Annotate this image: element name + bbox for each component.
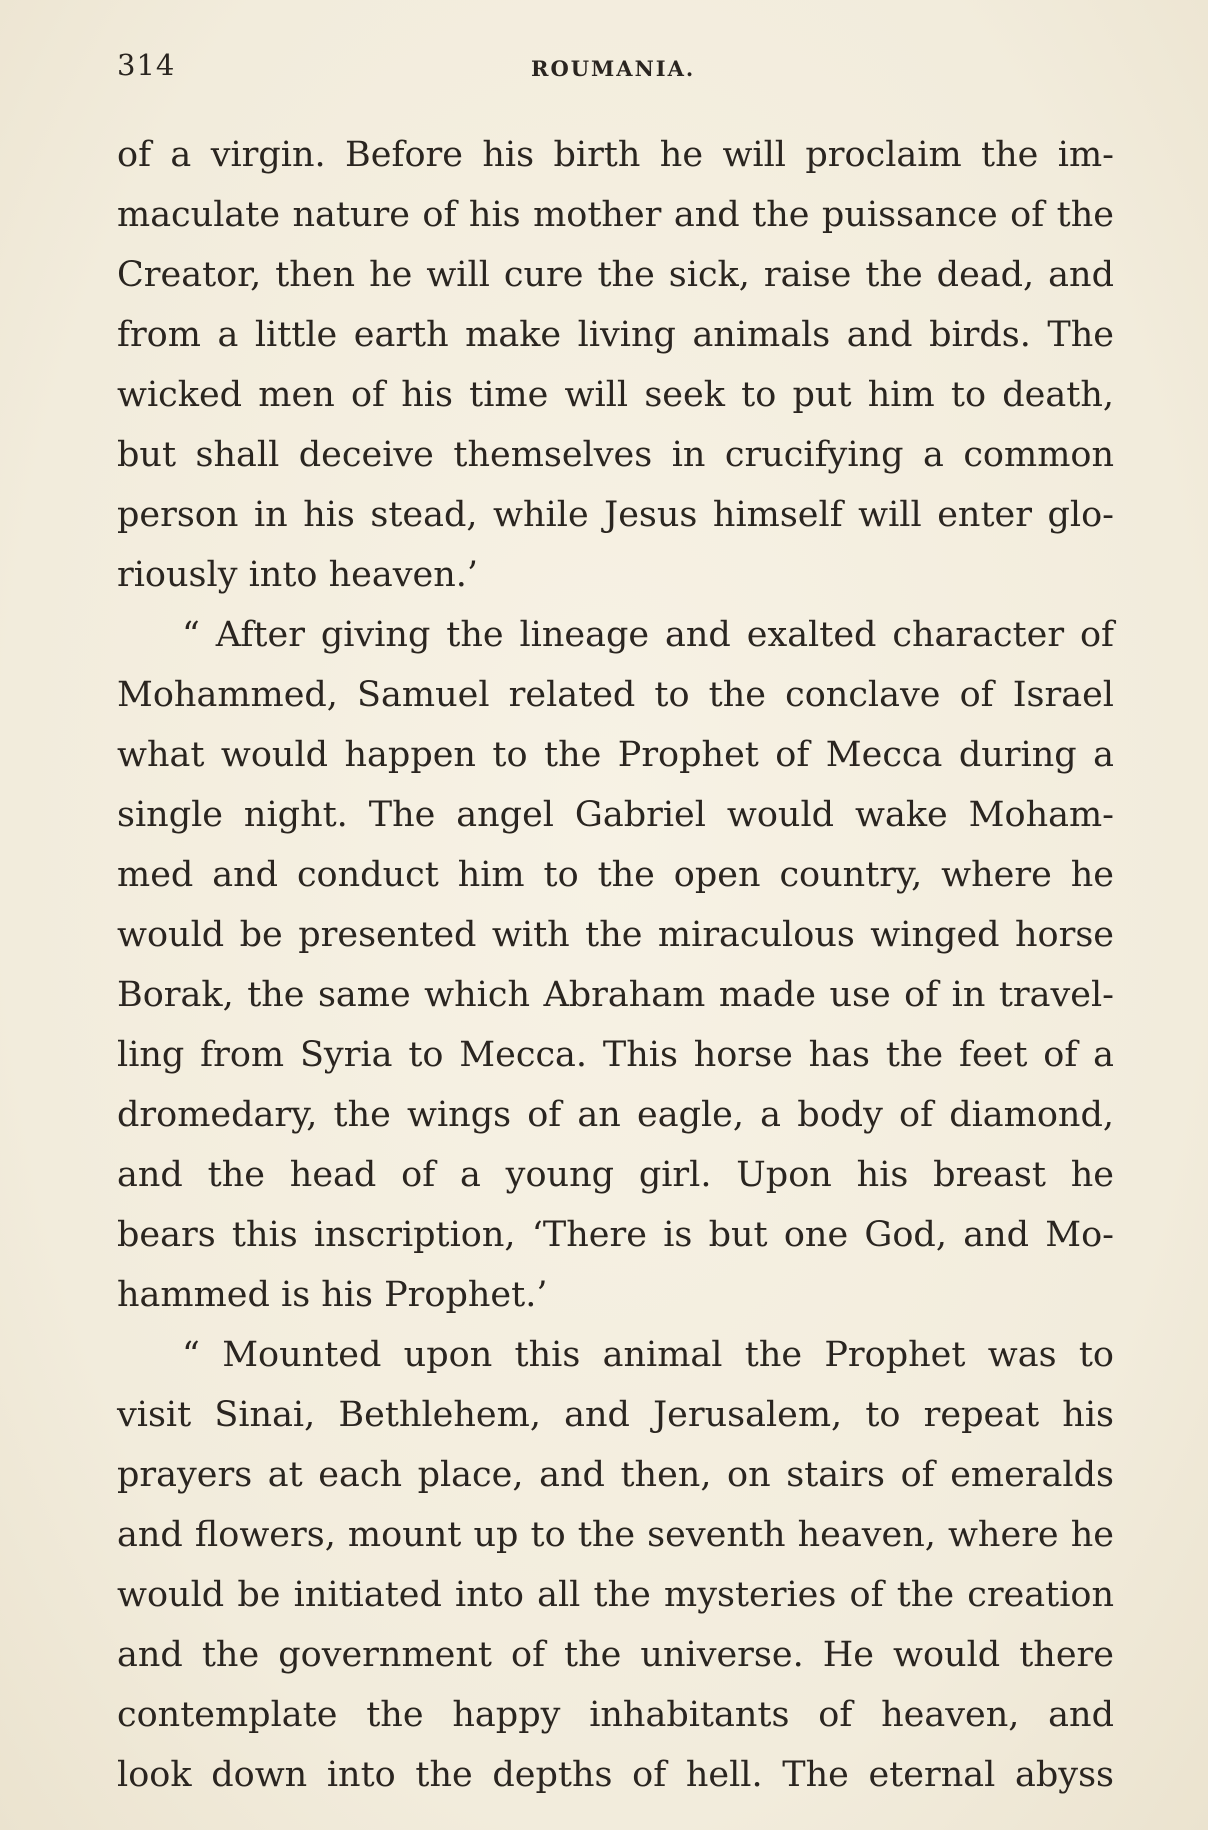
text-line: but shall deceive themselves in crucifying a common: [117, 435, 1114, 475]
paragraph-start-line: “ After giving the lineage and exalted character of: [182, 615, 1114, 655]
text-line: person in his stead, while Jesus himself will enter glo-: [117, 495, 1114, 535]
text-line: Mohammed, Samuel related to the conclave of Israel: [117, 675, 1114, 715]
text-line: dromedary, the wings of an eagle, a body of diamond,: [117, 1095, 1114, 1135]
paragraph-start-line: “ Mounted upon this animal the Prophet was to: [182, 1335, 1114, 1375]
text-line: Borak, the same which Abraham made use of in travel-: [117, 975, 1114, 1015]
text-line: would be initiated into all the mysteries of the creation: [117, 1575, 1114, 1615]
text-line: contemplate the happy inhabitants of heaven, and: [117, 1695, 1114, 1735]
text-line: look down into the depths of hell. The eternal abyss: [117, 1755, 1114, 1795]
text-line: what would happen to the Prophet of Mecca during a: [117, 735, 1114, 775]
running-head: ROUMANIA.: [531, 56, 696, 81]
text-line: and flowers, mount up to the seventh heaven, where he: [117, 1515, 1114, 1555]
text-line: and the head of a young girl. Upon his breast he: [117, 1155, 1114, 1195]
text-line: wicked men of his time will seek to put him to death,: [117, 375, 1114, 415]
page-header: [117, 48, 1114, 88]
body-text: [117, 125, 1114, 1805]
text-line: visit Sinai, Bethlehem, and Jerusalem, to repeat his: [117, 1395, 1114, 1435]
text-line: and the government of the universe. He would there: [117, 1635, 1114, 1675]
text-line: riously into heaven.’: [117, 555, 478, 595]
text-line: hammed is his Prophet.’: [117, 1275, 548, 1315]
text-line: of a virgin. Before his birth he will proclaim the im-: [117, 135, 1114, 175]
text-line: med and conduct him to the open country, where he: [117, 855, 1114, 895]
page-number: 314: [117, 48, 176, 82]
text-line: from a little earth make living animals and birds. The: [117, 315, 1114, 355]
text-line: maculate nature of his mother and the puissance of the: [117, 195, 1114, 235]
text-line: single night. The angel Gabriel would wake Moham-: [117, 795, 1114, 835]
text-line: bears this inscription, ‘There is but one God, and Mo-: [117, 1215, 1114, 1255]
text-line: Creator, then he will cure the sick, raise the dead, and: [117, 255, 1114, 295]
text-line: would be presented with the miraculous winged horse: [117, 915, 1114, 955]
text-line: prayers at each place, and then, on stairs of emeralds: [117, 1455, 1114, 1495]
text-line: ling from Syria to Mecca. This horse has the feet of a: [117, 1035, 1114, 1075]
